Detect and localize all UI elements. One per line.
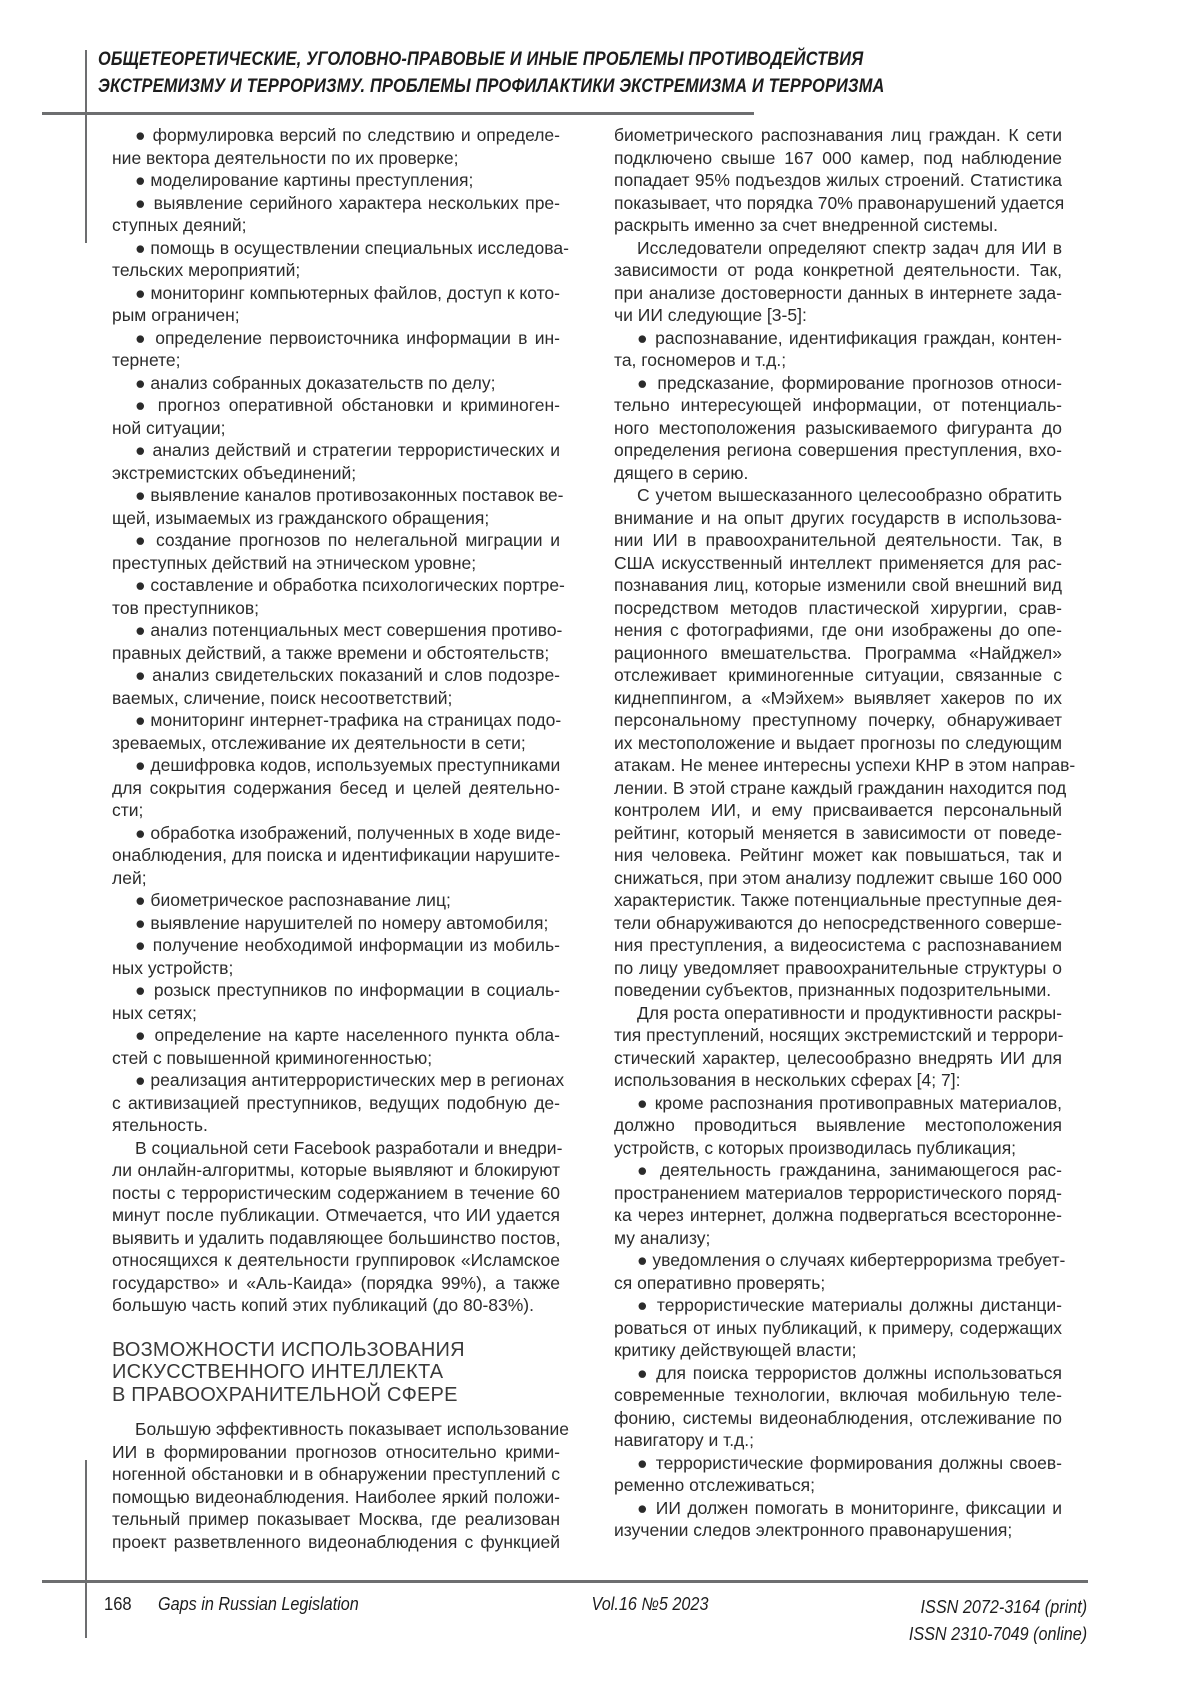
text-line: чи ИИ следующие [3-5]: <box>614 305 807 325</box>
text-line: нии ИИ в правоохранительной деятельности. Так, в <box>614 530 1062 550</box>
text-line: познавания лиц, которые изменили свой внешний вид <box>614 575 1062 595</box>
text-line: му анализу; <box>614 1227 711 1248</box>
right-column <box>614 124 1076 1542</box>
text-line: роваться от иных публикаций, к примеру, содержащих <box>614 1317 1062 1338</box>
text-line: тельный пример показывает Москва, где реализован <box>112 1509 560 1529</box>
text-line: ных сетях; <box>112 1002 197 1023</box>
bullet-line: ● кроме распознания противоправных материалов, <box>637 1092 1062 1113</box>
text-line: должно проводиться выявление местоположения <box>614 1115 1062 1135</box>
text-line: устройств, с которых производилась публикация; <box>614 1137 1017 1158</box>
text-line: ных устройств; <box>112 957 234 978</box>
bullet-line: ● ИИ должен помогать в мониторинге, фиксации и <box>637 1497 1062 1518</box>
text-line: ся оперативно проверять; <box>614 1272 826 1293</box>
text-line: поведении субъектов, признанных подозрительными. <box>614 980 1052 1000</box>
section-heading-line: В ПРАВООХРАНИТЕЛЬНОЙ СФЕРЕ <box>112 1383 458 1406</box>
text-line: преступных действий на этническом уровне; <box>112 552 477 573</box>
text-line: навигатору и т.д.; <box>614 1430 755 1450</box>
text-line: Исследователи определяют спектр задач для ИИ в <box>637 237 1062 258</box>
text-line: минут после публикации. Отмечается, что ИИ удается <box>112 1205 560 1225</box>
running-head <box>98 46 1089 100</box>
top-margin-rule <box>85 50 87 243</box>
text-line: рым ограничен; <box>112 305 240 325</box>
bullet-line: ● выявление серийного характера нескольких пре- <box>135 192 560 213</box>
text-line: попадает 95% подъездов жилых строений. Статистика <box>614 170 1062 190</box>
bullet-line: ● для поиска террористов должны использоваться <box>637 1362 1062 1383</box>
text-line: сти; <box>112 800 144 820</box>
text-line: помощью видеонаблюдения. Наиболее яркий положи- <box>112 1486 560 1507</box>
section-heading-line: ВОЗМОЖНОСТИ ИСПОЛЬЗОВАНИЯ <box>112 1338 465 1361</box>
left-column <box>112 124 569 1553</box>
text-line: характеристик. Также потенциальные преступные дея- <box>614 890 1063 910</box>
bullet-line: ● деятельность гражданина, занимающегося рас- <box>637 1160 1062 1180</box>
text-line: ние вектора деятельности по их проверке; <box>112 147 459 168</box>
text-line: стический характер, целесообразно внедрять ИИ для <box>614 1047 1062 1068</box>
journal-title: Gaps in Russian Legislation <box>158 1594 359 1614</box>
bullet-line: ● реализация антитеррористических мер в регионах <box>135 1070 565 1090</box>
text-line: нения с фотографиями, где они изображены до опе- <box>614 620 1062 640</box>
text-line: критику действующей власти; <box>614 1340 857 1360</box>
text-line: ступных деяний; <box>112 215 247 235</box>
bullet-line: ● уведомления о случаях кибертерроризма требует- <box>637 1250 1066 1270</box>
text-line: ИИ в формировании прогнозов относительно крими- <box>112 1441 560 1462</box>
page-footer <box>0 1594 1200 1664</box>
text-line: рейтинг, который меняется в зависимости от поведе- <box>614 822 1062 843</box>
text-line: тия преступлений, носящих экстремистский и террори- <box>614 1025 1064 1045</box>
text-line: дящего в серию. <box>614 462 749 483</box>
text-line: современные технологии, включая мобильную теле- <box>614 1385 1062 1405</box>
bullet-line: ● анализ собранных доказательств по делу; <box>135 372 496 393</box>
text-line: щей, изымаемых из гражданского обращения; <box>112 507 490 528</box>
text-line: атакам. Не менее интересны успехи КНР в этом направ- <box>614 755 1076 775</box>
text-line: ния преступления, а видеосистема с распознаванием <box>614 935 1062 955</box>
text-line: тельских мероприятий; <box>112 260 301 280</box>
text-line: снижаться, при этом анализу подлежит свыше 160 000 <box>614 867 1062 888</box>
bullet-line: ● помощь в осуществлении специальных исследова- <box>135 237 569 258</box>
bullet-line: ● определение первоисточника информации в ин- <box>135 327 560 348</box>
running-head-line2: ЭКСТРЕМИЗМУ И ТЕРРОРИЗМУ. ПРОБЛЕМЫ ПРОФИЛАКТИКИ ЭКСТРЕМИЗМА И ТЕРРОРИЗМА <box>98 75 885 97</box>
text-line: тельно интересующей информации, от потенциаль- <box>614 395 1062 415</box>
text-line: при анализе достоверности данных в интернете зада- <box>614 282 1062 303</box>
text-line: зависимости от рода конкретной деятельности. Так, <box>614 260 1062 280</box>
text-line: Для роста оперативности и продуктивности раскры- <box>637 1002 1062 1023</box>
issn-online: ISSN 2310-7049 (online) <box>908 1624 1087 1644</box>
text-line: ного местоположения разыскиваемого фигуранта до <box>614 417 1062 438</box>
text-line: посредством методов пластической хирургии, срав- <box>614 597 1062 618</box>
text-line: персональному преступному почерку, обнаруживает <box>614 710 1062 730</box>
text-line: С учетом вышесказанного целесообразно обратить <box>637 485 1062 505</box>
text-line: ка через интернет, должна подвергаться всесторонне- <box>614 1205 1062 1225</box>
text-line: тов преступников; <box>112 597 260 618</box>
bullet-line: ● получение необходимой информации из мобиль- <box>135 935 560 955</box>
text-line: ной ситуации; <box>112 417 226 438</box>
text-line: киднеппингом, а «Мэйхем» выявляет хакеров по их <box>614 687 1062 708</box>
text-line: использования в нескольких сферах [4; 7]: <box>614 1070 961 1090</box>
issn-block <box>909 1594 1087 1648</box>
text-line: по лицу уведомляет правоохранительные структуры о <box>614 957 1062 978</box>
bullet-line: ● формулировка версий по следствию и определе- <box>135 125 560 145</box>
text-line: посты с террористическим содержанием в течение 60 <box>112 1182 560 1203</box>
running-head-line1: ОБЩЕТЕОРЕТИЧЕСКИЕ, УГОЛОВНО-ПРАВОВЫЕ И ИНЫЕ ПРОБЛЕМЫ ПРОТИВОДЕЙСТВИЯ <box>98 48 864 70</box>
text-line: проект разветвленного видеонаблюдения с функцией <box>112 1531 560 1552</box>
text-line: правных действий, а также времени и обстоятельств; <box>112 642 550 663</box>
bullet-line: ● анализ свидетельских показаний и слов подозре- <box>135 665 560 685</box>
bullet-line: ● террористические формирования должны своев- <box>637 1452 1062 1473</box>
text-line: для сокрытия содержания бесед и целей деятельно- <box>112 777 560 798</box>
text-line: подключено свыше 167 000 камер, под наблюдение <box>614 147 1062 168</box>
text-line: стей с повышенной криминогенностью; <box>112 1047 433 1068</box>
text-line: выявить и удалить подавляющее большинство постов, <box>112 1227 561 1248</box>
text-line: отслеживает криминогенные ситуации, связанные с <box>614 665 1062 685</box>
bullet-line: ● дешифровка кодов, используемых преступниками <box>135 755 561 775</box>
text-line: их местоположение и выдает прогнозы по следующим <box>614 732 1062 753</box>
bullet-line: ● составление и обработка психологических портре- <box>135 575 565 595</box>
bullet-line: ● прогноз оперативной обстановки и криминоген- <box>135 395 560 415</box>
text-line: контролем ИИ, и ему присваивается персональный <box>614 800 1062 820</box>
text-line: с активизацией преступников, ведущих подобную де- <box>112 1092 560 1113</box>
bullet-line: ● моделирование картины преступления; <box>135 170 474 190</box>
text-line: зреваемых, отслеживание их деятельности в сети; <box>112 732 526 753</box>
bullet-line: ● анализ действий и стратегии террористических и <box>135 440 560 460</box>
issn-print: ISSN 2072-3164 (print) <box>920 1597 1087 1617</box>
bullet-line: ● предсказание, формирование прогнозов относи- <box>637 372 1062 393</box>
bullet-line: ● мониторинг интернет-трафика на страницах подо- <box>135 710 562 730</box>
text-line: показывает, что порядка 70% правонарушений удается <box>614 192 1065 213</box>
text-line: раскрыть именно за счет внедренной системы. <box>614 215 998 235</box>
text-line: онаблюдения, для поиска и идентификации нарушите- <box>112 845 561 865</box>
text-line: лей; <box>112 867 147 888</box>
bullet-line: ● выявление каналов противозаконных поставок ве- <box>135 485 564 505</box>
text-line: ваемых, сличение, поиск несоответствий; <box>112 687 453 708</box>
text-line: государство» и «Аль-Каида» (порядка 99%), а также <box>112 1272 560 1293</box>
text-line: экстремистских объединений; <box>112 462 357 483</box>
bullet-line: ● определение на карте населенного пункта обла- <box>135 1025 560 1045</box>
section-heading-line: ИСКУССТВЕННОГО ИНТЕЛЛЕКТА <box>112 1361 444 1383</box>
header-rule <box>42 112 754 115</box>
bullet-line: ● биометрическое распознавание лиц; <box>135 890 451 910</box>
bullet-line: ● обработка изображений, полученных в ходе виде- <box>135 822 561 843</box>
footer-rule <box>42 1580 1088 1583</box>
text-line: ния человека. Рейтинг может как повышаться, так и <box>614 845 1062 865</box>
text-line: пространением материалов террористического поряд- <box>614 1182 1062 1203</box>
text-line: ногенной обстановки и в обнаружении преступлений с <box>112 1464 560 1484</box>
bullet-line: ● выявление нарушителей по номеру автомобиля; <box>135 912 549 933</box>
text-line: ременно отслеживаться; <box>614 1475 815 1495</box>
bullet-line: ● мониторинг компьютерных файлов, доступ к кото- <box>135 282 560 303</box>
text-line: биометрического распознавания лиц граждан. К сети <box>614 125 1062 145</box>
page-number: 168 <box>104 1594 132 1614</box>
section-heading <box>112 1339 560 1407</box>
text-line: фонию, системы видеонаблюдения, отслеживание по <box>614 1407 1062 1428</box>
bullet-line: ● анализ потенциальных мест совершения противо- <box>135 620 563 640</box>
volume-issue: Vol.16 №5 2023 <box>591 1594 709 1614</box>
text-line: ятельность. <box>112 1115 208 1135</box>
text-line: Большую эффективность показывает использование <box>135 1419 569 1439</box>
text-line: тели обнаруживаются до непосредственного соверше- <box>614 912 1062 933</box>
text-line: лении. В этой стране каждый гражданин находится под <box>614 777 1067 798</box>
text-line: изучении следов электронного правонарушения; <box>614 1520 1013 1540</box>
bullet-line: ● создание прогнозов по нелегальной миграции и <box>135 530 560 550</box>
text-line: относящихся к деятельности группировок «Исламское <box>112 1250 560 1270</box>
text-line: В социальной сети Facebook разработали и внедри- <box>135 1137 563 1158</box>
text-line: рационного вмешательства. Программа «Найджел» <box>614 642 1062 663</box>
text-line: внимание и на опыт других государств в использова- <box>614 507 1062 528</box>
bullet-line: ● террористические материалы должны дистанци- <box>637 1295 1062 1315</box>
text-line: США искусственный интеллект применяется для рас- <box>614 552 1062 573</box>
bullet-line: ● розыск преступников по информации в социаль- <box>135 980 560 1000</box>
text-line: ли онлайн-алгоритмы, которые выявляют и блокируют <box>112 1160 560 1180</box>
text-line: та, госномеров и т.д.; <box>614 350 787 370</box>
bullet-line: ● распознавание, идентификация граждан, контен- <box>637 327 1062 348</box>
text-line: определения региона совершения преступления, вхо- <box>614 440 1062 460</box>
text-line: большую часть копий этих публикаций (до 80-83%). <box>112 1295 534 1315</box>
text-line: тернете; <box>112 350 181 370</box>
